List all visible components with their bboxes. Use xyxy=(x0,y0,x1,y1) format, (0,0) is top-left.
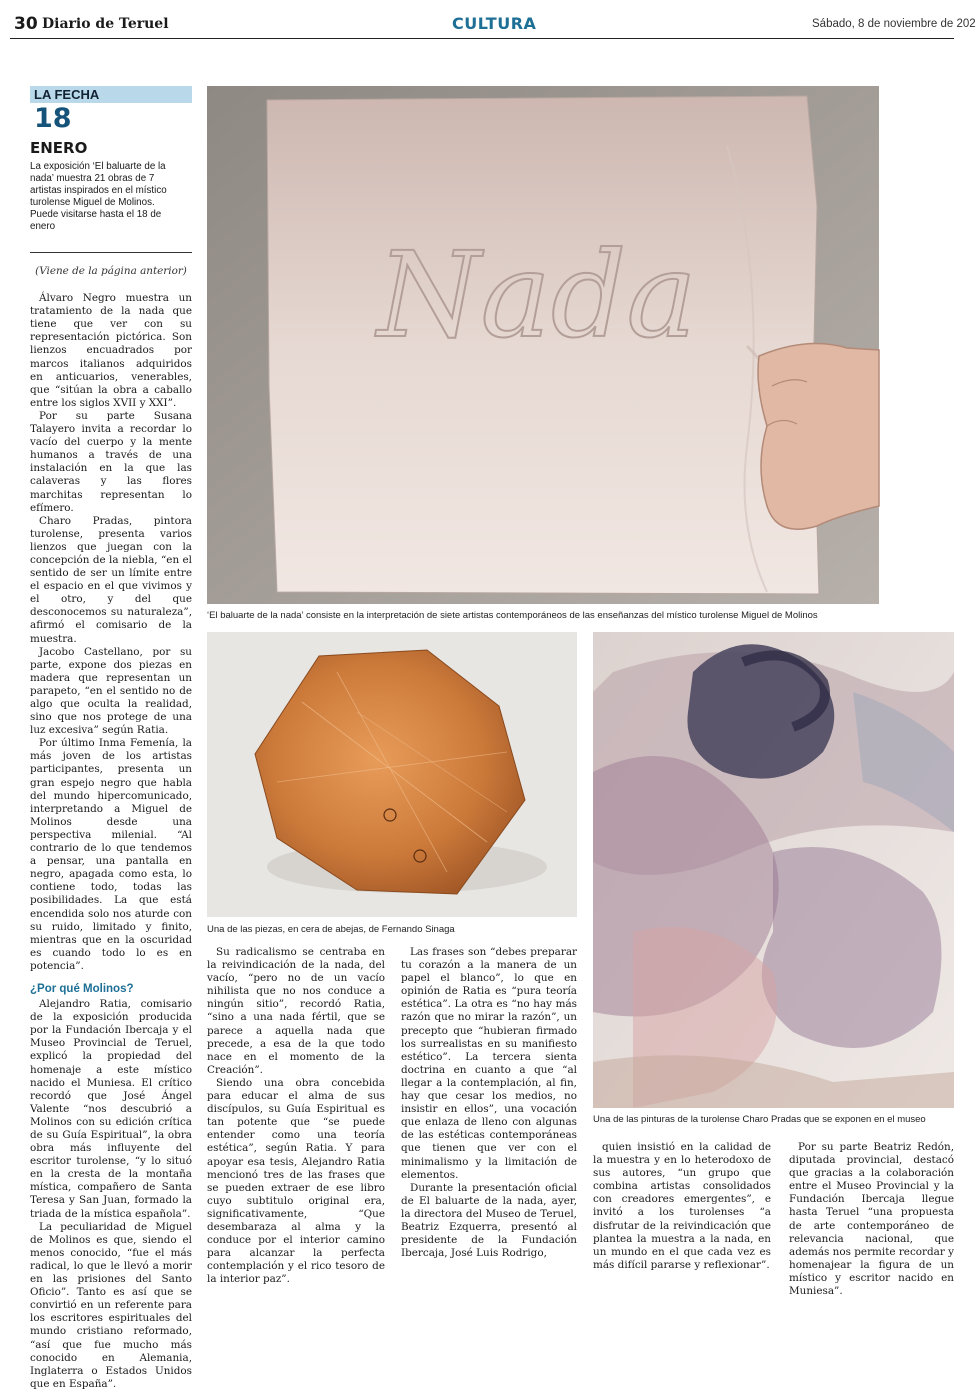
continued-note: (Viene de la página anterior) xyxy=(35,265,187,277)
painting-photo-caption: Una de las pinturas de la turolense Charo Pradas que se exponen en el museo xyxy=(593,1114,926,1125)
paragraph: Por su parte Susana Talayero invita a recordar lo vacío del cuerpo y la mente humanos a través de una instalación en la que las calaveras y las flores marchitas representan lo efímero. xyxy=(30,409,192,514)
page-number: 30 xyxy=(14,14,38,34)
paragraph: Por su parte Beatriz Redón, diputada provincial, destacó que gracias a la colaboración entre el Museo Provincial y la Fundación Ibercaja llegue hasta Teruel “una propuesta de arte contemporáneo de relevancia nacional, que además nos permite recordar y homenajear la figura de un místico y escritor nacido en Muniesa”. xyxy=(789,1141,954,1298)
article-column-4 xyxy=(593,1141,771,1272)
fecha-box xyxy=(30,86,192,233)
embroidered-cloth-image xyxy=(207,86,879,604)
article-column-5 xyxy=(789,1141,954,1298)
fecha-rule xyxy=(30,252,192,253)
issue-date: Sábado, 8 de noviembre de 202 xyxy=(812,18,976,30)
painting-photo xyxy=(593,632,954,1108)
paragraph: Jacobo Castellano, por su parte, expone dos piezas en madera que representan un parapeto, “en el sentido no de algo que oculta la realidad, sino que nos protege de una luz excesiva” según Ratia. xyxy=(30,645,192,737)
fecha-month: ENERO xyxy=(30,139,88,157)
fecha-day: 18 xyxy=(34,103,72,134)
paragraph: Charo Pradas, pintora turolense, presenta varios lienzos que juegan con la concepción de la niebla, “en el sentido de ser un límite entre el espacio en el que vivimos y el otro, y del que desconocemos su naturaleza”, afirmó el comisario de la muestra. xyxy=(30,514,192,645)
paragraph: Alejandro Ratia, comisario de la exposición producida por la Fundación Ibercaja y el Museo Provincial de Teruel, explicó la propiedad del homenaje a este místico nacido el Muniesa. El crítico recordó que José Ángel Valente “nos descubrió a Molinos con su edición crítica de su Guía Espiritual”, la obra obra más influyente del escritor turolense, “y lo situó en la cresta de la montaña mística, compañero de Santa Teresa y San Juan, formado la triada de la mística española”. xyxy=(30,998,192,1220)
paragraph: Las frases son “debes preparar tu corazón a la manera de un papel el blanco”, lo que en opinión de Ratia es “pura teoría estética”. La otra es “no hay más razón que no mirar la razón”, un precepto que “hubieran firmado los surrealistas en su manifiesto estético”. La tercera sienta doctrina en cuanto a que “al llegar a la contemplación, al fin, hay que cesar los medios, no insistir en ellos”, una vocación que enlaza de lleno con algunas de las estéticas contemporáneas que tienen que ver con el minimalismo y la limitación de elementos. xyxy=(401,946,577,1181)
wax-piece-image xyxy=(207,632,577,917)
wax-photo-caption: Una de las piezas, en cera de abejas, de Fernando Sinaga xyxy=(207,924,455,935)
section-title: CULTURA xyxy=(452,14,537,33)
embroidered-text: Nada xyxy=(377,226,697,364)
page-header xyxy=(0,0,976,44)
paragraph: Álvaro Negro muestra un tratamiento de la nada que tiene que ver con su representación pictórica. Son lienzos encuadrados por marcos italianos adquiridos en anticuarios, venerables, que “sitúan la obra a caballo entre los siglos XVII y XXI”. xyxy=(30,292,192,409)
paragraph: Siendo una obra concebida para educar el alma de sus discípulos, su Guía Espiritual es tan potente que “se puede entender como una teoría estética”, según Ratia. Y para apoyar esa tesis, Alejandro Ratia mencionó tres de las frases que se pueden extraer de ese libro cuyo subtitulo original era, significativamente, “Que desembaraza al alma y la conduce por el interior camino para alcanzar la perfecta contemplación y el rico tesoro de la interior paz”. xyxy=(207,1076,385,1286)
fecha-text: La exposición ‘El baluarte de la nada’ muestra 21 obras de 7 artistas inspirados en el místico turolense Miguel de Molinos. Puede visitarse hasta el 18 de enero xyxy=(30,161,167,232)
fecha-label: LA FECHA xyxy=(30,86,192,103)
paragraph: Su radicalismo se centraba en la reivindicación de la nada, del vacío, “pero no de un vacío nihilista que no nos conduce a ningún sitio”, recordó Ratia, “sino a una nada fértil, que se parece a aquella nada que precede, a esa de la que todo nace en el momento de la Creación”. xyxy=(207,946,385,1076)
article-column-3 xyxy=(401,946,577,1260)
article-column-1 xyxy=(30,265,192,1391)
newspaper-name: Diario de Teruel xyxy=(42,16,169,32)
paragraph: Durante la presentación oficial de El baluarte de la nada, ayer, la directora del Museo de Teruel, Beatriz Ezquerra, presentó al presidente de la Fundación Ibercaja, José Luis Rodrigo, xyxy=(401,1181,577,1260)
article-column-2 xyxy=(207,946,385,1286)
paragraph: Por último Inma Femenía, la más joven de los artistas participantes, presenta un gran espejo negro que habla del mundo hipercomunicado, interpretando a Miguel de Molinos desde una perspectiva milenial. “Al contrario de lo que tendemos a pensar, una pantalla en negro, apagada como esta, lo contiene todo, todas las posibilidades. La que está encendida solo nos aturde con su ruido, limitado y finito, mientras que en la oscuridad es cuando todo lo es en potencia”. xyxy=(30,737,192,972)
paragraph: La peculiaridad de Miguel de Molinos es que, siendo el menos conocido, “fue el más radical, lo que le llevó a morir en las prisiones del Santo Oficio”. Tanto es así que se convirtió en un referente para los escritores espirituales del mundo cristiano reformado, “así que fue mucho más conocido en Alemania, Inglaterra o Estados Unidos que en España”. xyxy=(30,1220,192,1390)
subheading: ¿Por qué Molinos? xyxy=(30,982,134,995)
painting-image xyxy=(593,632,954,1108)
header-rule xyxy=(10,38,954,39)
wax-piece-photo xyxy=(207,632,577,917)
paragraph: quien insistió en la calidad de la muestra y en lo heterodoxo de sus autores, “un grupo que combina artistas consolidados con creadores emergentes”, e invitó a los turolenses “a disfrutar de la reivindicación que plantea la muestra a la nada, en un mundo en el que cada vez es más difícil pararse y reflexionar”. xyxy=(593,1141,771,1271)
main-photo xyxy=(207,86,879,604)
main-photo-caption: ‘El baluarte de la nada’ consiste en la interpretación de siete artistas contemporáneos de las enseñanzas del místico turolense Miguel de Molinos xyxy=(207,610,818,621)
